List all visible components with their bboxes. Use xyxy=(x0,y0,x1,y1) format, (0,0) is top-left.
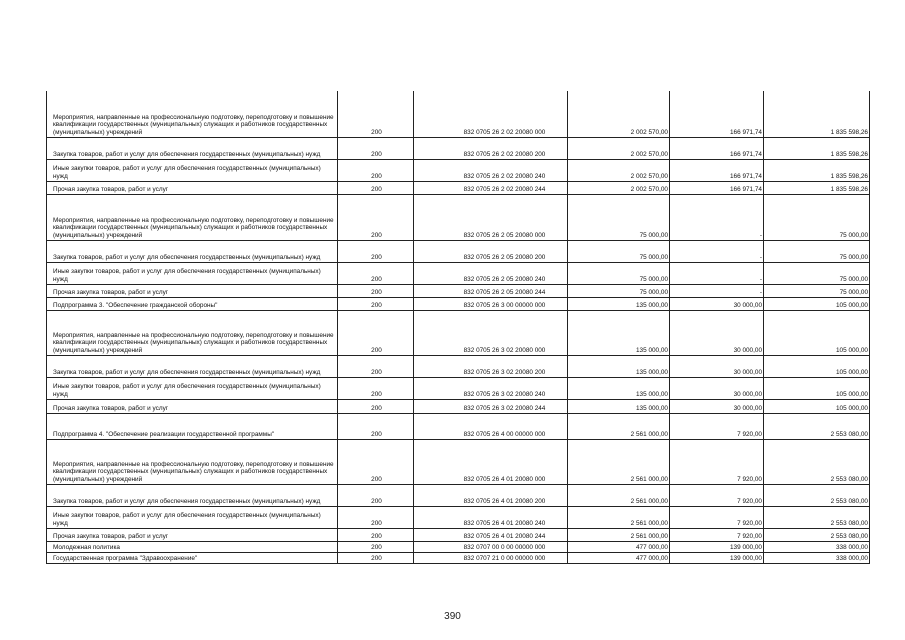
row-executed-cell: 139 000,00 xyxy=(670,541,764,552)
row-executed-cell: 139 000,00 xyxy=(670,552,764,563)
row-name-cell: Закупка товаров, работ и услуг для обеспечения государственных (муниципальных) нужд xyxy=(47,240,338,262)
table-row xyxy=(47,399,870,413)
row-executed-cell: 30 000,00 xyxy=(670,355,764,377)
row-executed-cell: 166 971,74 xyxy=(670,137,764,159)
row-approved-cell: 135 000,00 xyxy=(568,310,670,355)
row-line-code-cell: 200 xyxy=(338,181,414,194)
row-executed-cell: - xyxy=(670,262,764,284)
row-budget-code-cell: 832 0705 26 3 02 20080 244 xyxy=(414,399,568,413)
row-budget-code-cell: 832 0705 26 3 02 20080 200 xyxy=(414,355,568,377)
table-row xyxy=(47,284,870,297)
row-executed-cell: - xyxy=(670,240,764,262)
row-name-cell: Закупка товаров, работ и услуг для обеспечения государственных (муниципальных) нужд xyxy=(47,484,338,506)
row-approved-cell: 2 002 570,00 xyxy=(568,137,670,159)
row-unexecuted-cell: 2 553 080,00 xyxy=(764,528,870,541)
row-unexecuted-cell: 105 000,00 xyxy=(764,377,870,399)
table-row xyxy=(47,297,870,310)
row-approved-cell: 2 561 000,00 xyxy=(568,528,670,541)
row-unexecuted-cell: 2 553 080,00 xyxy=(764,439,870,484)
row-line-code-cell: 200 xyxy=(338,484,414,506)
row-line-code-cell: 200 xyxy=(338,297,414,310)
table-row xyxy=(47,91,870,137)
row-line-code-cell: 200 xyxy=(338,552,414,563)
row-line-code-cell: 200 xyxy=(338,159,414,181)
row-name-cell: Подпрограмма 4. "Обеспечение реализации государственной программы" xyxy=(47,413,338,439)
row-executed-cell: 30 000,00 xyxy=(670,310,764,355)
row-budget-code-cell: 832 0705 26 4 01 20080 000 xyxy=(414,439,568,484)
row-line-code-cell: 200 xyxy=(338,399,414,413)
table-row xyxy=(47,413,870,439)
row-budget-code-cell: 832 0707 00 0 00 00000 000 xyxy=(414,541,568,552)
table-row xyxy=(47,262,870,284)
row-approved-cell: 135 000,00 xyxy=(568,297,670,310)
row-executed-cell: - xyxy=(670,194,764,240)
row-line-code-cell: 200 xyxy=(338,541,414,552)
row-budget-code-cell: 832 0705 26 2 05 20080 240 xyxy=(414,262,568,284)
row-approved-cell: 135 000,00 xyxy=(568,355,670,377)
table-body xyxy=(47,91,870,563)
table-row xyxy=(47,240,870,262)
row-unexecuted-cell: 105 000,00 xyxy=(764,310,870,355)
row-name-cell: Прочая закупка товаров, работ и услуг xyxy=(47,181,338,194)
row-name-cell: Иные закупки товаров, работ и услуг для обеспечения государственных (муниципальных) нужд xyxy=(47,262,338,284)
row-budget-code-cell: 832 0705 26 2 02 20080 200 xyxy=(414,137,568,159)
row-approved-cell: 477 000,00 xyxy=(568,552,670,563)
table-row xyxy=(47,310,870,355)
row-line-code-cell: 200 xyxy=(338,194,414,240)
row-executed-cell: 7 920,00 xyxy=(670,506,764,528)
row-approved-cell: 477 000,00 xyxy=(568,541,670,552)
table-row xyxy=(47,137,870,159)
row-name-cell: Мероприятия, направленные на профессиональную подготовку, переподготовку и повышение квалификации государственных (муниципальных) служащих и работников государственных (муниципальных) учреждений xyxy=(47,91,338,137)
table-row xyxy=(47,355,870,377)
row-line-code-cell: 200 xyxy=(338,284,414,297)
table-row xyxy=(47,528,870,541)
row-approved-cell: 135 000,00 xyxy=(568,399,670,413)
row-unexecuted-cell: 2 553 080,00 xyxy=(764,484,870,506)
row-name-cell: Иные закупки товаров, работ и услуг для обеспечения государственных (муниципальных) нужд xyxy=(47,377,338,399)
row-executed-cell: 166 971,74 xyxy=(670,159,764,181)
row-unexecuted-cell: 105 000,00 xyxy=(764,355,870,377)
row-budget-code-cell: 832 0705 26 4 01 20080 244 xyxy=(414,528,568,541)
table-row xyxy=(47,181,870,194)
table-row xyxy=(47,159,870,181)
row-name-cell: Молодежная политика xyxy=(47,541,338,552)
row-approved-cell: 2 002 570,00 xyxy=(568,181,670,194)
row-unexecuted-cell: 2 553 080,00 xyxy=(764,506,870,528)
row-executed-cell: 30 000,00 xyxy=(670,377,764,399)
row-name-cell: Прочая закупка товаров, работ и услуг xyxy=(47,284,338,297)
row-line-code-cell: 200 xyxy=(338,413,414,439)
row-name-cell: Иные закупки товаров, работ и услуг для обеспечения государственных (муниципальных) нужд xyxy=(47,506,338,528)
row-executed-cell: 166 971,74 xyxy=(670,91,764,137)
row-executed-cell: 7 920,00 xyxy=(670,413,764,439)
row-unexecuted-cell: 338 000,00 xyxy=(764,541,870,552)
row-approved-cell: 75 000,00 xyxy=(568,284,670,297)
row-unexecuted-cell: 105 000,00 xyxy=(764,399,870,413)
row-name-cell: Государственная программа "Здравоохранение" xyxy=(47,552,338,563)
row-budget-code-cell: 832 0705 26 4 00 00000 000 xyxy=(414,413,568,439)
row-executed-cell: 7 920,00 xyxy=(670,528,764,541)
row-line-code-cell: 200 xyxy=(338,377,414,399)
row-budget-code-cell: 832 0705 26 2 02 20080 000 xyxy=(414,91,568,137)
row-unexecuted-cell: 75 000,00 xyxy=(764,194,870,240)
row-unexecuted-cell: 1 835 598,26 xyxy=(764,159,870,181)
row-line-code-cell: 200 xyxy=(338,355,414,377)
row-executed-cell: 166 971,74 xyxy=(670,181,764,194)
row-line-code-cell: 200 xyxy=(338,506,414,528)
row-name-cell: Мероприятия, направленные на профессиональную подготовку, переподготовку и повышение квалификации государственных (муниципальных) служащих и работников государственных (муниципальных) учреждений xyxy=(47,194,338,240)
row-budget-code-cell: 832 0705 26 3 02 20080 240 xyxy=(414,377,568,399)
row-budget-code-cell: 832 0705 26 3 00 00000 000 xyxy=(414,297,568,310)
budget-execution-table xyxy=(46,91,870,564)
row-approved-cell: 2 002 570,00 xyxy=(568,91,670,137)
row-approved-cell: 2 002 570,00 xyxy=(568,159,670,181)
row-unexecuted-cell: 75 000,00 xyxy=(764,240,870,262)
row-name-cell: Прочая закупка товаров, работ и услуг xyxy=(47,399,338,413)
row-unexecuted-cell: 75 000,00 xyxy=(764,262,870,284)
row-unexecuted-cell: 105 000,00 xyxy=(764,297,870,310)
row-approved-cell: 135 000,00 xyxy=(568,377,670,399)
row-budget-code-cell: 832 0705 26 2 02 20080 244 xyxy=(414,181,568,194)
row-executed-cell: 7 920,00 xyxy=(670,484,764,506)
row-unexecuted-cell: 2 553 080,00 xyxy=(764,413,870,439)
row-budget-code-cell: 832 0705 26 2 05 20080 244 xyxy=(414,284,568,297)
row-budget-code-cell: 832 0707 21 0 00 00000 000 xyxy=(414,552,568,563)
row-executed-cell: 7 920,00 xyxy=(670,439,764,484)
row-line-code-cell: 200 xyxy=(338,310,414,355)
row-unexecuted-cell: 1 835 598,26 xyxy=(764,137,870,159)
row-name-cell: Мероприятия, направленные на профессиональную подготовку, переподготовку и повышение квалификации государственных (муниципальных) служащих и работников государственных (муниципальных) учреждений xyxy=(47,439,338,484)
row-approved-cell: 2 561 000,00 xyxy=(568,439,670,484)
row-budget-code-cell: 832 0705 26 2 05 20080 200 xyxy=(414,240,568,262)
row-budget-code-cell: 832 0705 26 2 05 20080 000 xyxy=(414,194,568,240)
row-approved-cell: 75 000,00 xyxy=(568,194,670,240)
row-line-code-cell: 200 xyxy=(338,439,414,484)
row-budget-code-cell: 832 0705 26 4 01 20080 200 xyxy=(414,484,568,506)
table-row xyxy=(47,506,870,528)
row-approved-cell: 2 561 000,00 xyxy=(568,413,670,439)
row-name-cell: Закупка товаров, работ и услуг для обеспечения государственных (муниципальных) нужд xyxy=(47,137,338,159)
row-unexecuted-cell: 338 000,00 xyxy=(764,552,870,563)
row-name-cell: Прочая закупка товаров, работ и услуг xyxy=(47,528,338,541)
row-name-cell: Закупка товаров, работ и услуг для обеспечения государственных (муниципальных) нужд xyxy=(47,355,338,377)
row-executed-cell: 30 000,00 xyxy=(670,399,764,413)
row-line-code-cell: 200 xyxy=(338,91,414,137)
row-name-cell: Подпрограмма 3. "Обеспечение гражданской обороны" xyxy=(47,297,338,310)
table-row xyxy=(47,194,870,240)
table-row xyxy=(47,552,870,563)
row-executed-cell: - xyxy=(670,284,764,297)
row-name-cell: Мероприятия, направленные на профессиональную подготовку, переподготовку и повышение квалификации государственных (муниципальных) служащих и работников государственных (муниципальных) учреждений xyxy=(47,310,338,355)
row-line-code-cell: 200 xyxy=(338,240,414,262)
table-row xyxy=(47,377,870,399)
row-executed-cell: 30 000,00 xyxy=(670,297,764,310)
row-approved-cell: 2 561 000,00 xyxy=(568,484,670,506)
row-budget-code-cell: 832 0705 26 3 02 20080 000 xyxy=(414,310,568,355)
row-unexecuted-cell: 1 835 598,26 xyxy=(764,181,870,194)
row-unexecuted-cell: 75 000,00 xyxy=(764,284,870,297)
row-line-code-cell: 200 xyxy=(338,137,414,159)
table-row xyxy=(47,541,870,552)
row-unexecuted-cell: 1 835 598,26 xyxy=(764,91,870,137)
row-approved-cell: 2 561 000,00 xyxy=(568,506,670,528)
row-approved-cell: 75 000,00 xyxy=(568,262,670,284)
page-number: 390 xyxy=(444,611,461,622)
table-row xyxy=(47,439,870,484)
table-row xyxy=(47,484,870,506)
row-budget-code-cell: 832 0705 26 2 02 20080 240 xyxy=(414,159,568,181)
row-line-code-cell: 200 xyxy=(338,528,414,541)
row-name-cell: Иные закупки товаров, работ и услуг для обеспечения государственных (муниципальных) нужд xyxy=(47,159,338,181)
row-line-code-cell: 200 xyxy=(338,262,414,284)
row-budget-code-cell: 832 0705 26 4 01 20080 240 xyxy=(414,506,568,528)
row-approved-cell: 75 000,00 xyxy=(568,240,670,262)
